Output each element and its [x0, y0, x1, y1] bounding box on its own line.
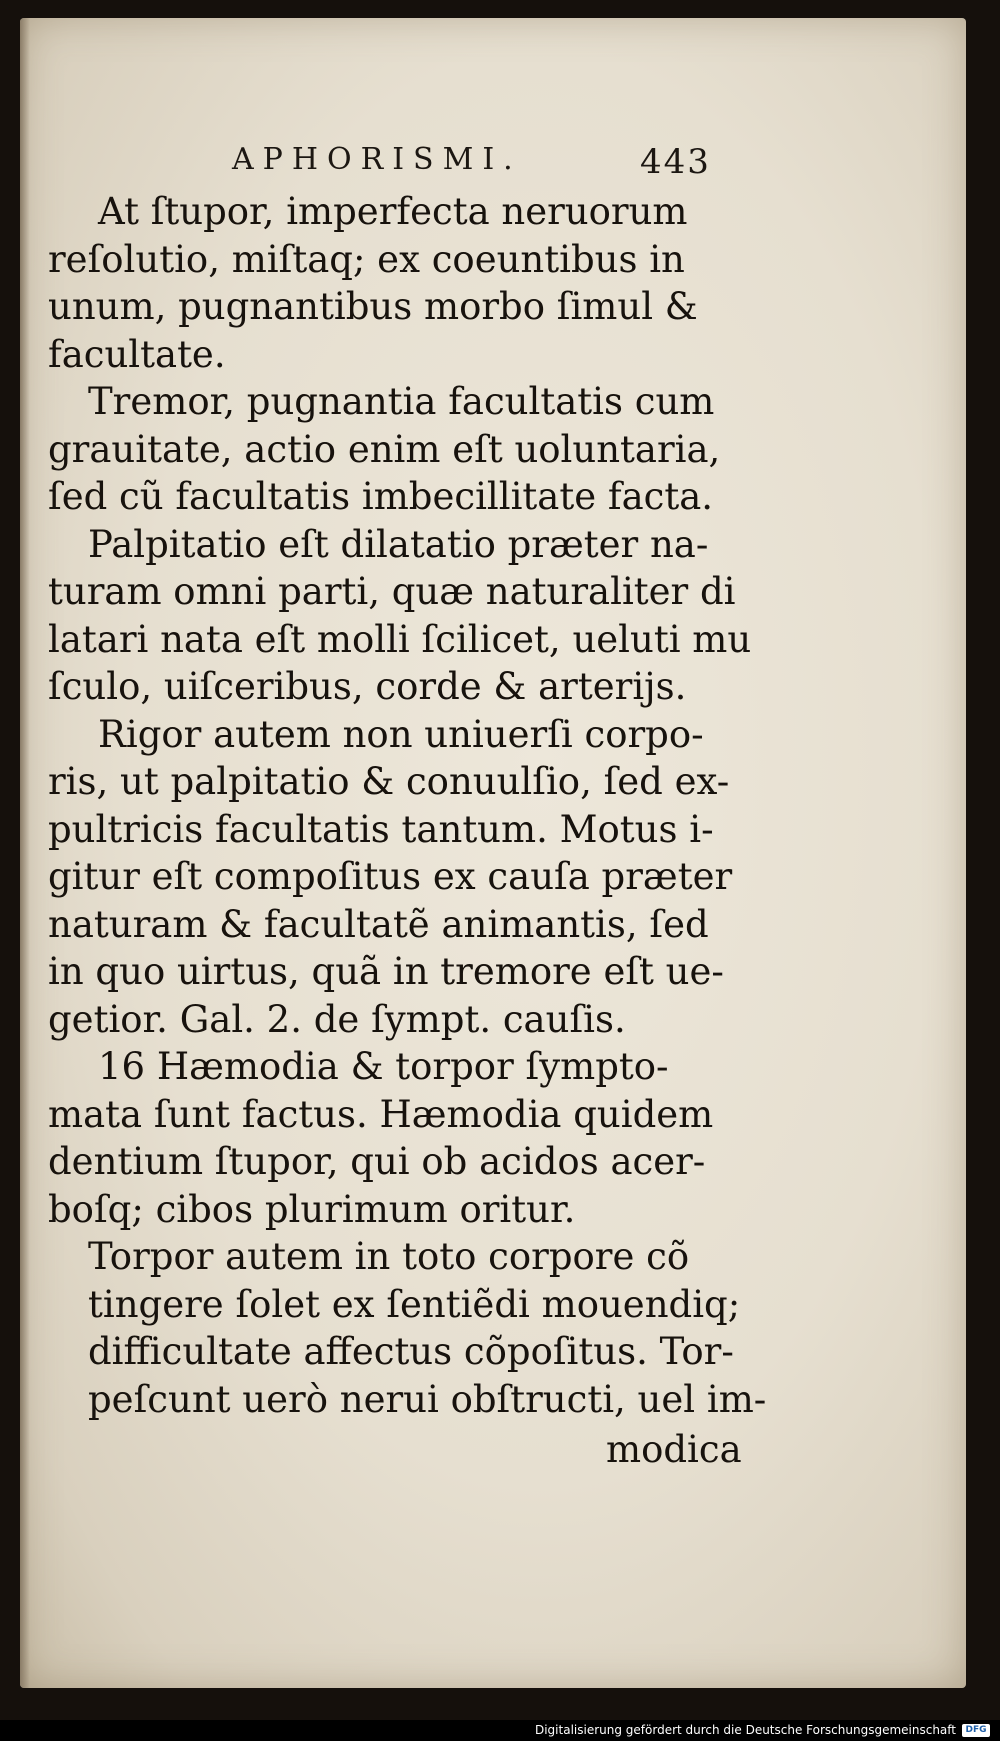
text-line: pultricis facultatis tantum. Motus i- — [48, 807, 714, 851]
running-head: APHORISMI. — [232, 142, 522, 177]
text-line: ſculo, uiſceribus, corde & arterijs. — [48, 665, 687, 708]
text-line: difficultate affectus cõpoſitus. Tor- — [88, 1330, 734, 1373]
text-line: naturam & facultatẽ animantis, ſed — [48, 902, 709, 946]
page-gutter-shadow — [20, 18, 30, 1688]
text-line: latari nata eſt molli ſcilicet, ueluti mu — [48, 617, 752, 661]
text-line: in quo uirtus, quã in tremore eſt ue- — [48, 950, 724, 993]
funding-credit: Digitalisierung gefördert durch die Deutsche Forschungsgemeinschaft — [534, 1723, 956, 1737]
text-line: Torpor autem in toto corpore cõ — [88, 1235, 690, 1278]
text-line: turam omni parti, quæ naturaliter di — [48, 570, 736, 613]
text-line: getior. Gal. 2. de ſympt. cauſis. — [48, 997, 626, 1041]
page-number: 443 — [640, 142, 711, 182]
body-text — [48, 188, 767, 1423]
catchword: modica — [606, 1428, 742, 1471]
text-line: boſq; cibos plurimum oritur. — [48, 1187, 576, 1231]
text-line: Rigor autem non uniuerſi corpo- — [98, 712, 704, 756]
text-line: tingere ſolet ex ſentiẽdi mouendiq; — [88, 1282, 741, 1326]
text-line: reſolutio, miſtaq; ex coeuntibus in — [48, 237, 685, 281]
text-line: gitur eſt compoſitus ex cauſa præter — [48, 855, 733, 898]
text-line: ſed cũ facultatis imbecillitate facta. — [48, 475, 714, 518]
text-line: unum, pugnantibus morbo ſimul & — [48, 285, 698, 328]
text-line: peſcunt uerò nerui obſtructi, uel im- — [88, 1377, 767, 1421]
text-line: Tremor, pugnantia facultatis cum — [88, 380, 715, 423]
dfg-logo-icon: DFG — [962, 1724, 990, 1737]
text-line: ris, ut palpitatio & conuulſio, ſed ex- — [48, 760, 730, 803]
text-line: mata ſunt factus. Hæmodia quidem — [48, 1092, 714, 1136]
text-line: Palpitatio eſt dilatatio præter na- — [88, 522, 709, 566]
text-line: dentium ſtupor, qui ob acidos acer- — [48, 1140, 706, 1183]
text-line: At ſtupor, imperfecta neruorum — [98, 190, 688, 233]
text-line: grauitate, actio enim eſt uoluntaria, — [48, 427, 721, 471]
text-line: facultate. — [48, 332, 226, 376]
text-line: 16 Hæmodia & torpor ſympto- — [98, 1045, 669, 1088]
